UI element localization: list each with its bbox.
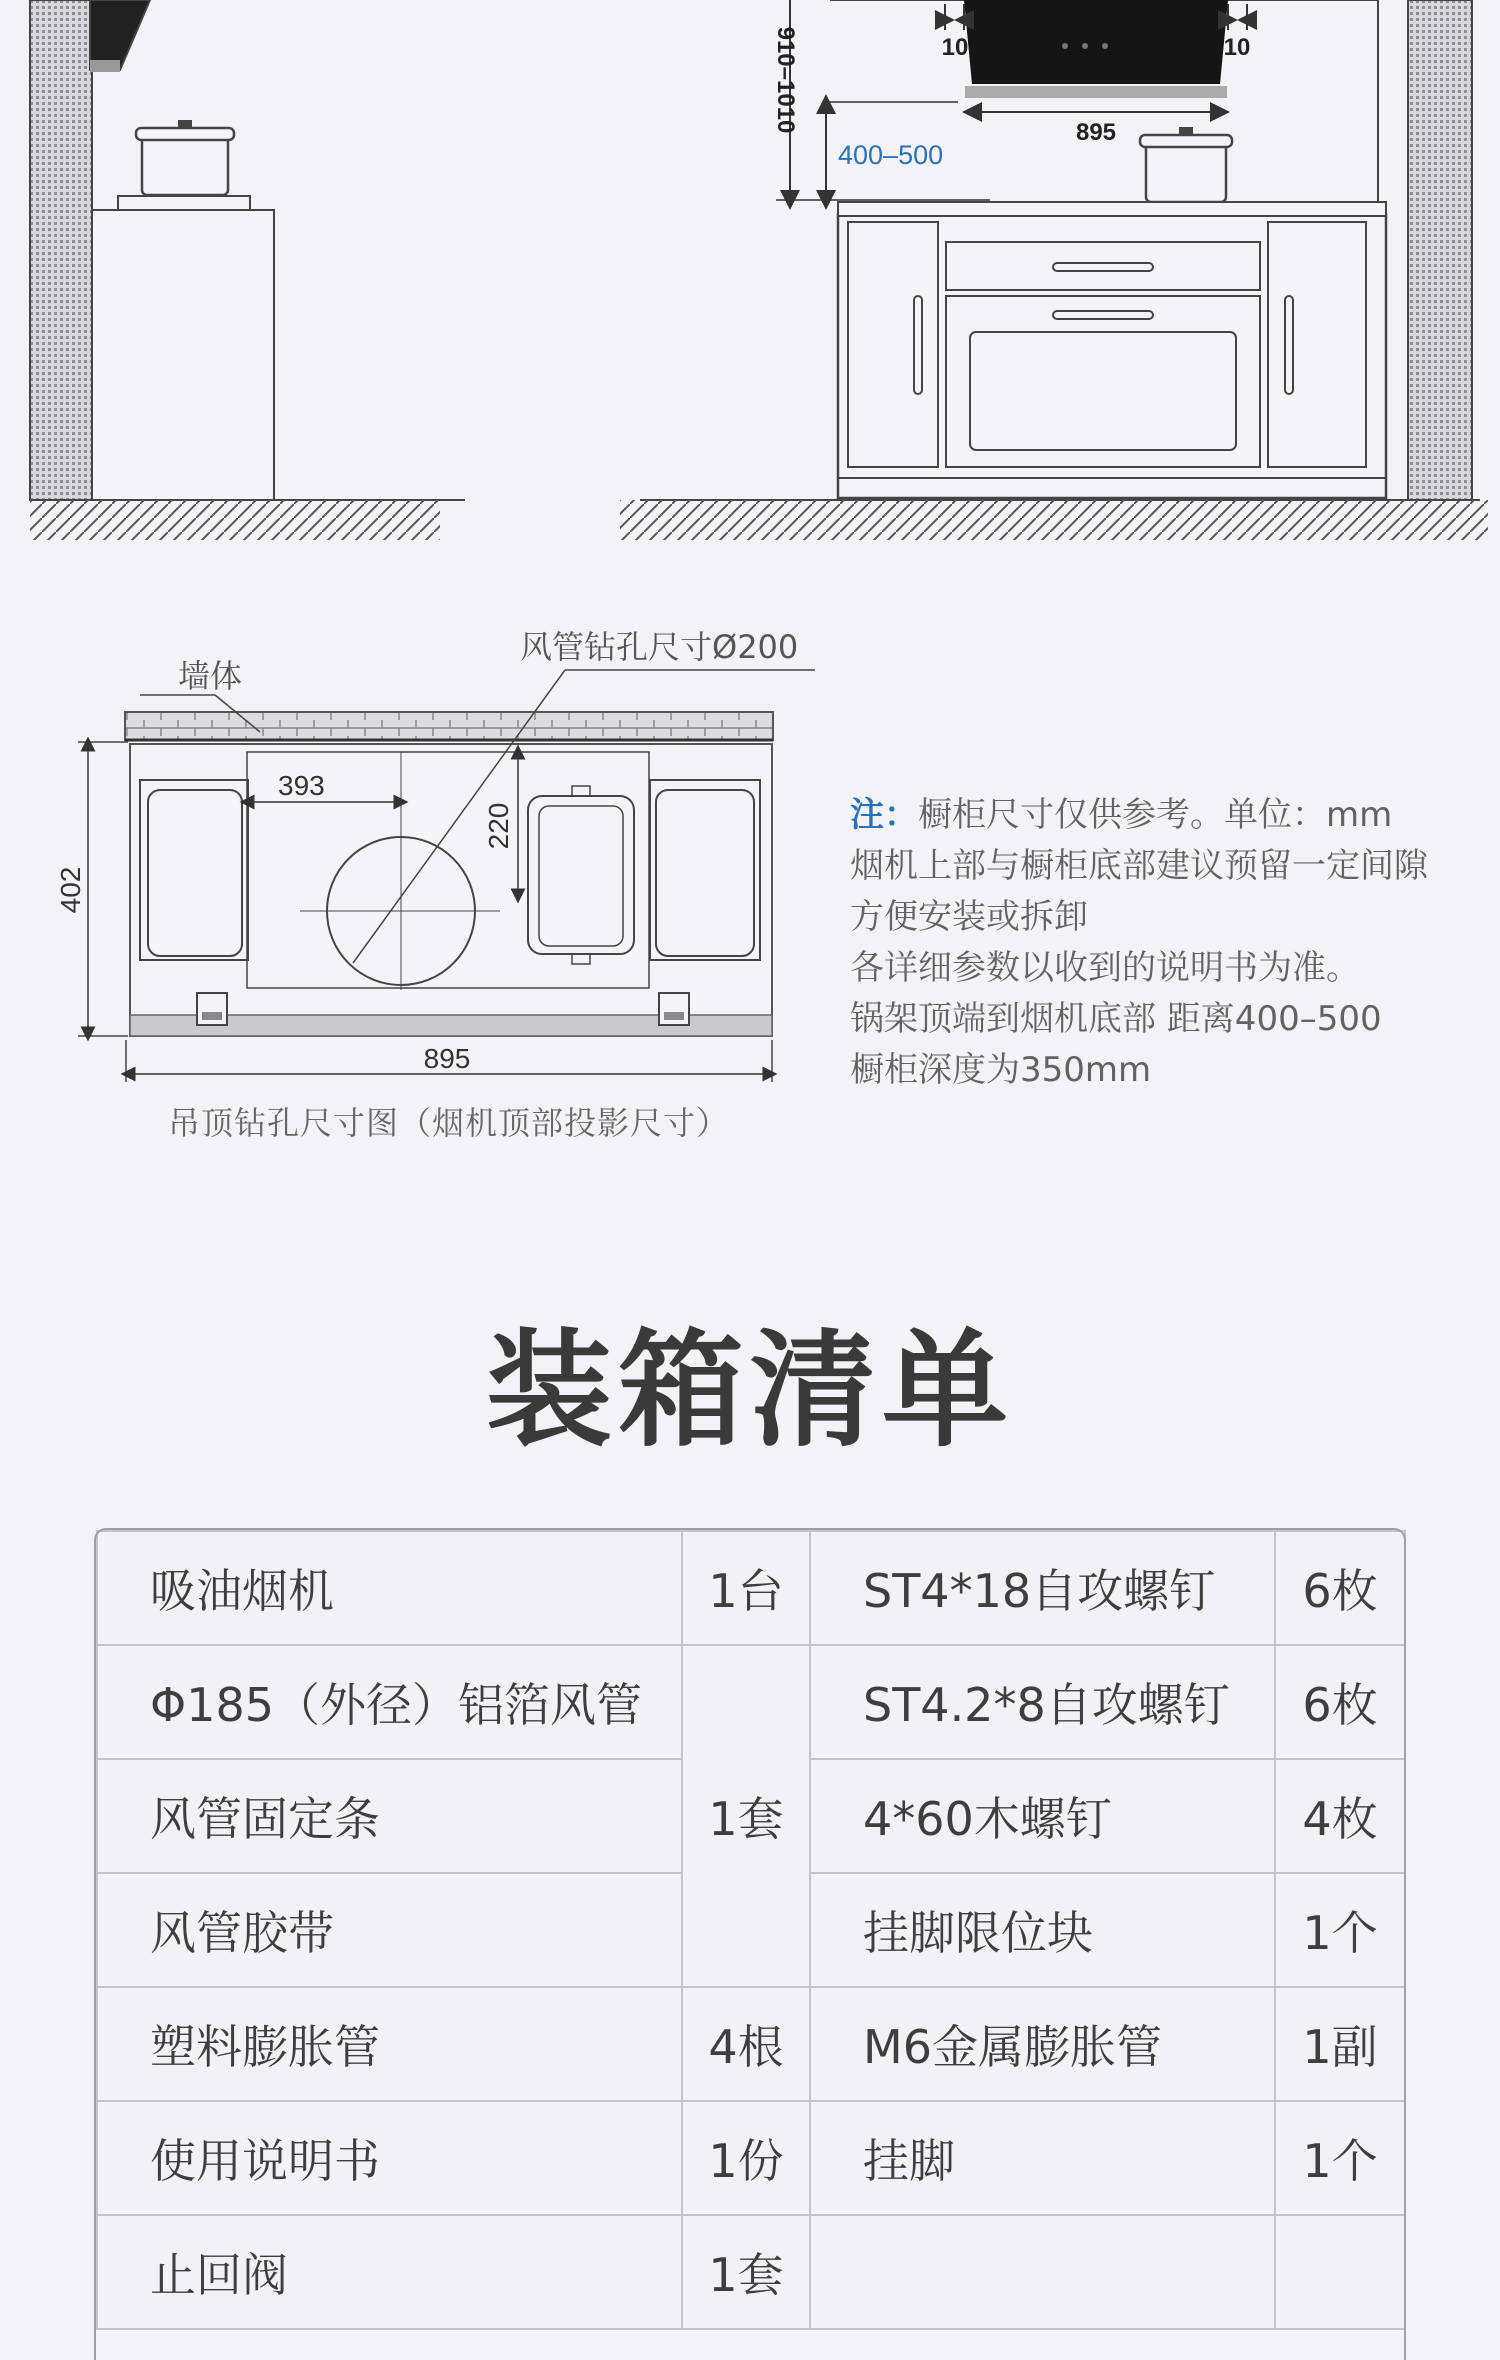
- item-name: 止回阀: [97, 2215, 682, 2329]
- table-row: [97, 1987, 1405, 2101]
- hood-width-label: 895: [1075, 119, 1117, 146]
- dim-895-label: 895: [423, 1043, 471, 1074]
- ceiling-plan-caption: 吊顶钻孔尺寸图（烟机顶部投影尺寸）: [168, 1104, 730, 1142]
- item-name: 挂脚: [810, 2101, 1275, 2215]
- table-row: [97, 1645, 1405, 1759]
- item-name: Φ185（外径）铝箔风管: [97, 1645, 682, 1759]
- item-qty: 4根: [682, 1987, 810, 2101]
- item-name: 挂脚限位块: [810, 1873, 1275, 1987]
- right-elevation: [620, 0, 1488, 540]
- dim-220-label: 220: [483, 802, 514, 850]
- note-line: 注：橱柜尺寸仅供参考。单位：mm: [850, 795, 1393, 835]
- item-qty: 1套: [682, 2215, 810, 2329]
- item-name: M6金属膨胀管: [810, 1987, 1275, 2101]
- pot-icon: [136, 120, 234, 195]
- gap-right-label: 10: [1223, 34, 1251, 61]
- height-910-1010-label: 910–1010: [772, 26, 799, 134]
- bracket-icon: [659, 993, 689, 1025]
- ceiling-plan: [55, 628, 815, 1082]
- note-line: 方便安装或拆卸: [850, 897, 1088, 937]
- dim-393-label: 393: [278, 770, 325, 801]
- duct-hole-label: 风管钻孔尺寸Ø200: [520, 628, 799, 666]
- cabinet-icon: [838, 202, 1386, 498]
- item-name: 塑料膨胀管: [97, 1987, 682, 2101]
- note-prefix: 注：: [850, 795, 918, 835]
- table-row: [97, 1531, 1405, 1645]
- section-title: 装箱清单: [486, 1317, 1014, 1464]
- wall-label: 墙体: [178, 657, 243, 695]
- item-name: 4*60木螺钉: [810, 1759, 1275, 1873]
- item-qty: 1台: [682, 1531, 810, 1645]
- item-qty: [1275, 2215, 1405, 2329]
- item-qty: 6枚: [1275, 1531, 1405, 1645]
- item-qty: 1副: [1275, 1987, 1405, 2101]
- item-qty: 1套: [682, 1645, 810, 1987]
- packing-list-table: [96, 1530, 1406, 2330]
- left-elevation: [30, 0, 465, 540]
- item-name: ST4.2*8自攻螺钉: [810, 1645, 1275, 1759]
- pot-icon: [1140, 127, 1232, 202]
- table-row: [97, 2215, 1405, 2329]
- item-qty: 1个: [1275, 2101, 1405, 2215]
- item-name: 风管固定条: [97, 1759, 682, 1873]
- item-qty: 6枚: [1275, 1645, 1405, 1759]
- item-qty: 4枚: [1275, 1759, 1405, 1873]
- item-name: ST4*18自攻螺钉: [810, 1531, 1275, 1645]
- gap-left-label: 10: [941, 34, 969, 61]
- table-row: [97, 2101, 1405, 2215]
- item-name: [810, 2215, 1275, 2329]
- bracket-icon: [197, 993, 227, 1025]
- item-name: 吸油烟机: [97, 1531, 682, 1645]
- note-line: 橱柜深度为350mm: [850, 1050, 1152, 1090]
- item-qty: 1份: [682, 2101, 810, 2215]
- dim-402-label: 402: [55, 866, 86, 914]
- note-line: 锅架顶端到烟机底部 距离400–500: [850, 999, 1382, 1039]
- note-line: 各详细参数以收到的说明书为准。: [850, 948, 1360, 988]
- item-name: 使用说明书: [97, 2101, 682, 2215]
- item-name: 风管胶带: [97, 1873, 682, 1987]
- item-qty: 1个: [1275, 1873, 1405, 1987]
- height-400-500-label: 400–500: [838, 140, 944, 170]
- note-line: 烟机上部与橱柜底部建议预留一定间隙: [850, 846, 1428, 886]
- range-hood-icon: [964, 0, 1228, 98]
- notes-block: [850, 790, 1470, 1096]
